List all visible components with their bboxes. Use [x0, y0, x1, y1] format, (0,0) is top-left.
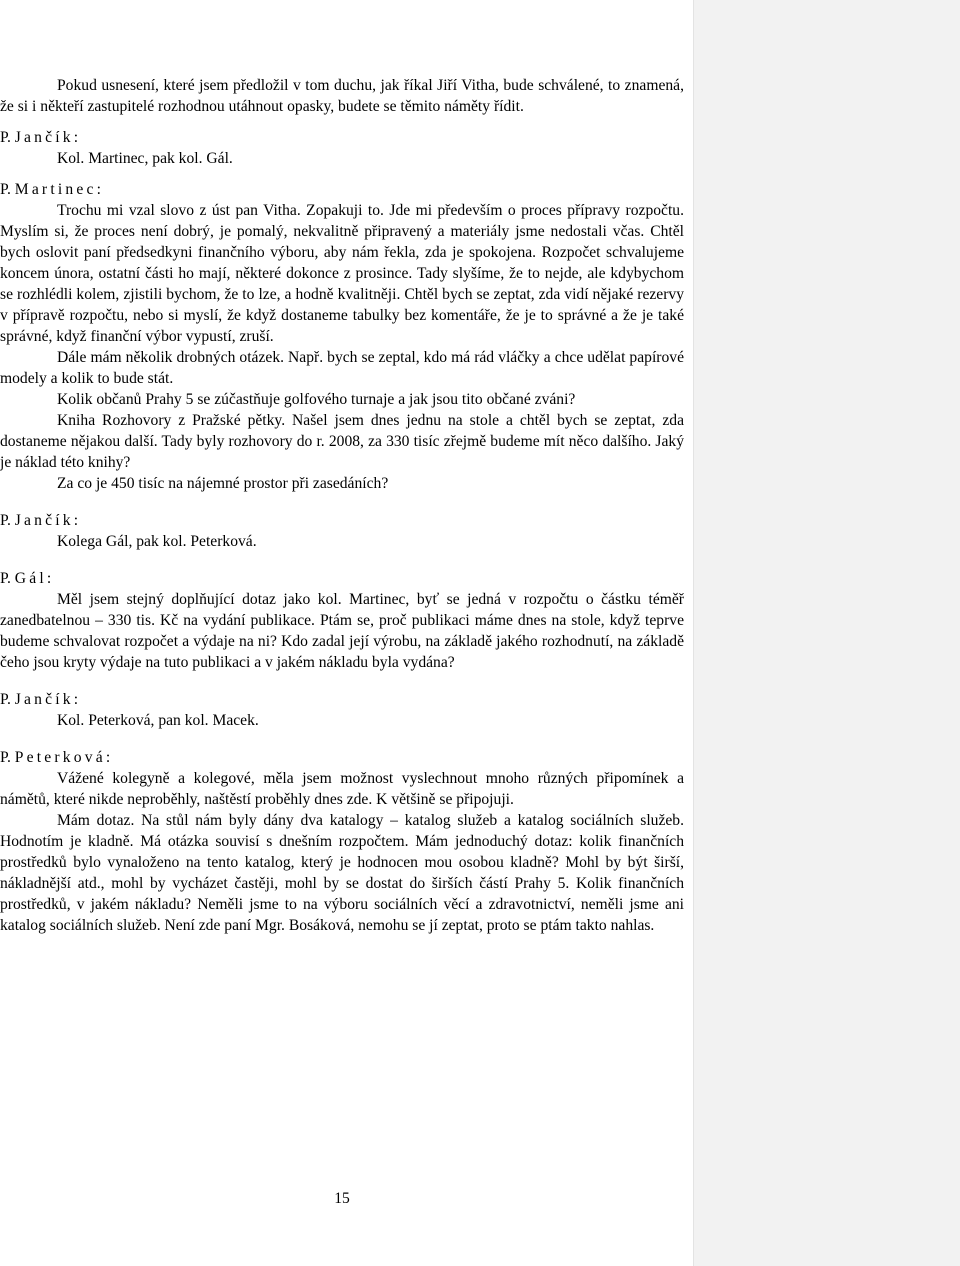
speech-martinec-p3: Kolik občanů Prahy 5 se zúčastňuje golfového turnaje a jak jsou tito občané zváni?	[57, 391, 576, 408]
page-number: 15	[334, 1190, 350, 1207]
speech-martinec-p4: Kniha Rozhovory z Pražské pětky. Našel jsem dnes jednu na stole a chtěl bych se zeptat, zda dostaneme nějakou další. Tady byly rozhovory do r. 2008, za 330 tisíc zřejmě budeme mít něco dalšího. Jaký je náklad této knihy?	[0, 412, 684, 471]
speaker-label-jancik-3: P. Jančík:	[0, 691, 82, 708]
speech-peterkova-p1: Vážené kolegyně a kolegové, měla jsem možnost vyslechnout mnoho různých připomínek a námětů, které nikde neproběhly, naštěstí proběhly dnes zde. K většině se připojuji.	[0, 770, 684, 808]
speech-jancik-1: Kol. Martinec, pak kol. Gál.	[57, 150, 233, 167]
speaker-label-jancik-1: P. Jančík:	[0, 129, 82, 146]
speech-jancik-2: Kolega Gál, pak kol. Peterková.	[57, 533, 257, 550]
speaker-label-peterkova: P. Peterková:	[0, 749, 114, 766]
paragraph-intro: Pokud usnesení, které jsem předložil v tom duchu, jak říkal Jiří Vitha, bude schválené, to znamená, že si i někteří zastupitelé rozhodnou utáhnout opasky, budete se těmito náměty řídit.	[0, 77, 684, 115]
speech-martinec-p5: Za co je 450 tisíc na nájemné prostor při zasedáních?	[57, 475, 389, 492]
speech-martinec-p1: Trochu mi vzal slovo z úst pan Vitha. Zopakuji to. Jde mi především o proces přípravy rozpočtu. Myslím si, že proces není dobrý, je pomalý, nekvalitně připravený a materiály jsme nedostali včas. Chtěl bych oslovit paní předsedkyni finančního výboru, aby nám řekla, zda je spokojena. Rozpočet schvalujeme koncem února, ostatní části ho mají, některé dokonce z prosince. Tady slyšíme, že to nejde, ale kdybychom se rozhlédli kolem, zjistili bychom, že to lze, a hodně kvalitněji. Chtěl bych se zeptat, zda vidí nějaké rezervy v přípravě rozpočtu, nebo si myslí, že když dostaneme tabulky bez komentáře, že je to správné a že je také správné, když finanční výbor vypustí, zruší.	[0, 202, 684, 345]
speech-martinec-p2: Dále mám několik drobných otázek. Např. bych se zeptal, kdo má rád vláčky a chce udělat papírové modely a kolik to bude stát.	[0, 349, 684, 387]
speech-gal-p1: Měl jsem stejný doplňující dotaz jako kol. Martinec, byť se jedná v rozpočtu o částku téměř zanedbatelnou – 330 tis. Kč na vydání publikace. Ptám se, proč publikaci máme dnes na stole, když teprve budeme schvalovat rozpočet a výdaje na ni? Kdo zadal její výrobu, na základě jakého rozhodnutí, na základě čeho jsou kryty výdaje na tuto publikaci a v jakém nákladu byla vydána?	[0, 591, 684, 671]
speaker-label-martinec: P. Martinec:	[0, 181, 105, 198]
speaker-label-jancik-2: P. Jančík:	[0, 512, 82, 529]
speech-jancik-3: Kol. Peterková, pan kol. Macek.	[57, 712, 259, 729]
document-body	[0, 75, 684, 936]
comment-margin-panel	[693, 0, 960, 1266]
speaker-label-gal: P. Gál:	[0, 570, 55, 587]
speech-peterkova-p2: Mám dotaz. Na stůl nám byly dány dva katalogy – katalog služeb a katalog sociálních služeb. Hodnotím je kladně. Má otázka souvisí s dnešním rozpočtem. Mám jednoduchý dotaz: kolik finančních prostředků bylo vynaloženo na tento katalog, který je hodnocen mou osobou kladně? Mohl by být širší, nákladnější atd., mohl by vycházet častěji, mohl by se dostat do širších částí Prahy 5. Kolik finančních prostředků, v jakém nákladu? Neměli jsme to na výboru sociálních věcí a zdravotnictví, neměli jsme ani katalog sociálních služeb. Není zde paní Mgr. Bosáková, nemohu se jí zeptat, proto se ptám takto nahlas.	[0, 812, 684, 934]
